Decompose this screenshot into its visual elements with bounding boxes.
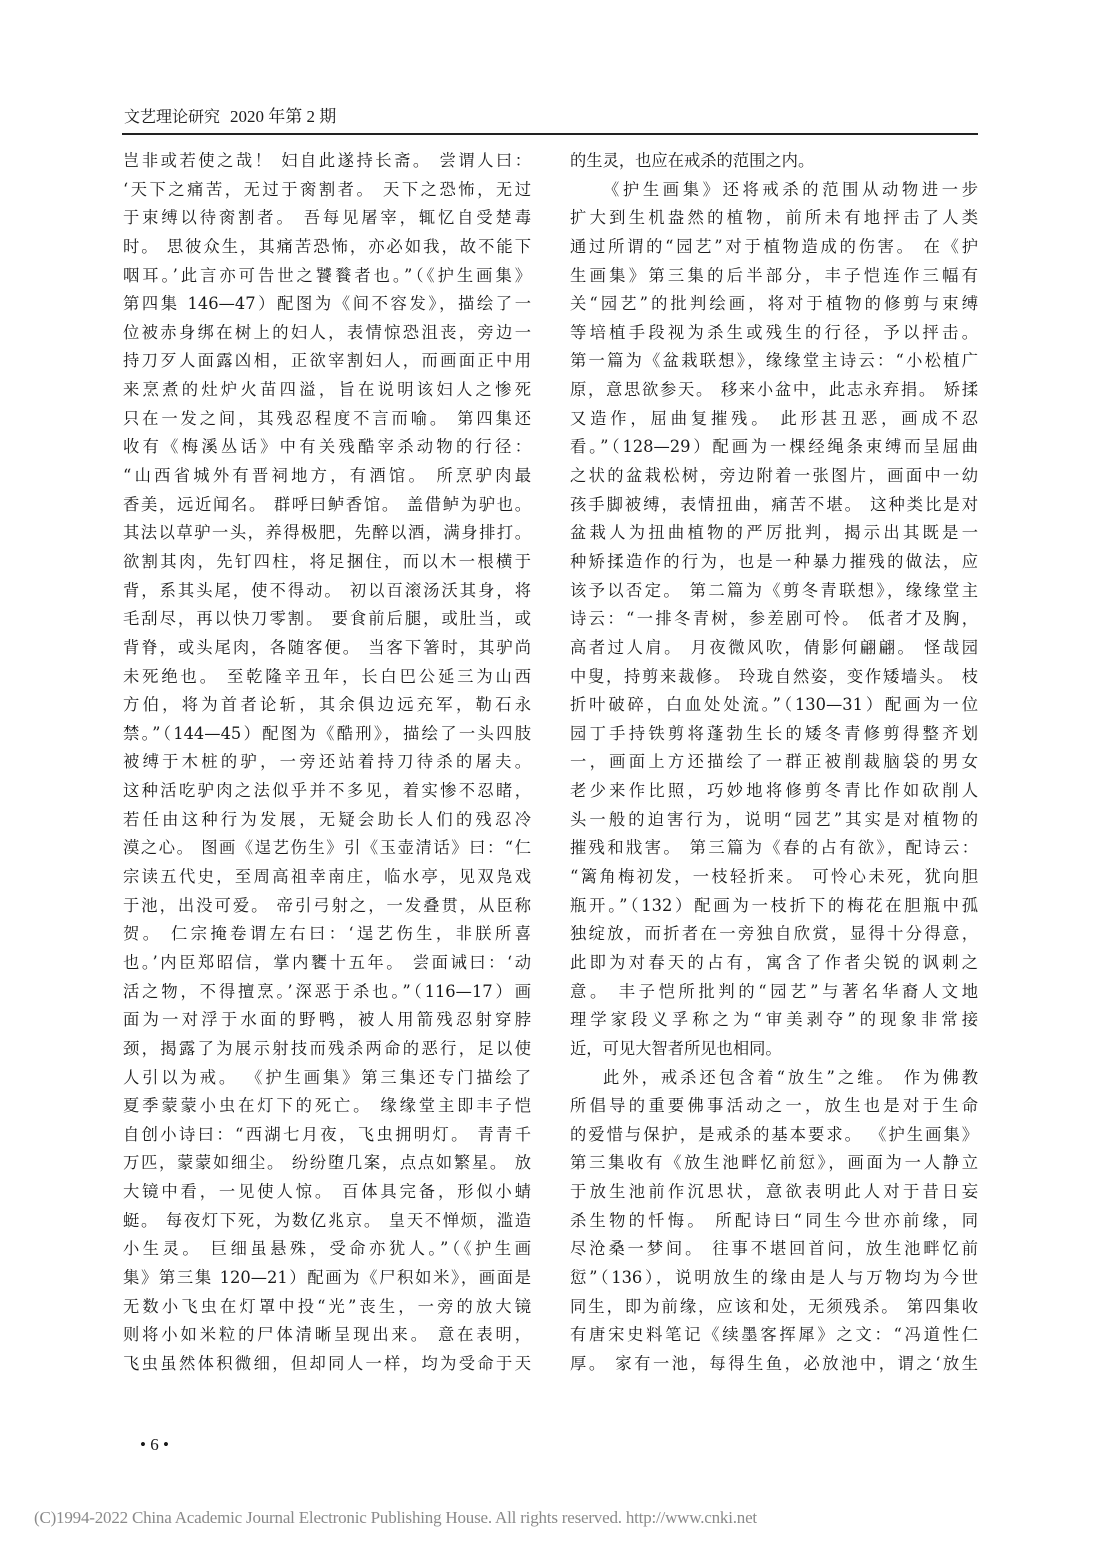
text-line: 香美，远近闻名。 群呼曰鲈香馆。 盖借鲈为驴也。 [123,494,531,514]
text-line: 集》第三集 120—21）配画为《尸积如米》，画面是 [123,1267,531,1287]
text-line: 位被赤身绑在树上的妇人，表情惊恐沮丧，旁边一 [123,322,531,342]
text-line: 于放生池前作沉思状，意欲表明此人对于昔日妄 [570,1182,978,1202]
text-line: 所倡导的重要佛事活动之一，放生也是对于生命 [570,1096,978,1116]
text-line: 方伯，将为首者论斩，其余俱边远充军，勒石永 [123,695,531,715]
text-line: 来烹煮的灶炉火苗四溢，旨在说明该妇人之惨死 [123,380,531,400]
text-line: 又造作，屈曲复摧残。 此形甚丑恶，画成不忍 [570,408,978,428]
text-line: 若任由这种行为发展，无疑会助长人们的残忍冷 [123,809,531,829]
text-line: 只在一发之间，其残忍程度不言而喻。 第四集还 [123,408,531,428]
text-line: 被缚于木桩的驴，一旁还站着持刀待杀的屠夫。 [123,752,531,772]
text-line: 这种活吃驴肉之法似乎并不多见，着实惨不忍睹， [123,781,531,801]
text-line: 园丁手持铁剪将蓬勃生长的矮冬青修剪得整齐划 [570,723,978,743]
text-line: 愆”（136），说明放生的缘由是人与万物均为今世 [570,1267,978,1287]
text-line: 自创小诗曰：“西湖七月夜，飞虫拥明灯。 青青千 [123,1124,531,1144]
text-line: 扩大到生机盎然的植物，前所未有地抨击了人类 [570,208,978,228]
text-line: 的生灵，也应在戒杀的范围之内。 [570,151,815,170]
text-line: 孩手脚被缚，表情扭曲，痛苦不堪。 这种类比是对 [570,494,978,514]
text-line: 颈，揭露了为展示射技而残杀两命的恶行，足以使 [123,1038,531,1058]
text-line: 小生灵。 巨细虽悬殊，受命亦犹人。”（《护生画 [123,1239,531,1259]
text-line: 宗读五代史，至周高祖幸南庄，临水亭，见双凫戏 [123,867,531,887]
text-line: 也。’内臣郑昭信，掌内饔十五年。 尝面诫曰：‘动 [123,952,531,972]
text-line: 老少来作比照，巧妙地将修剪冬青比作如砍削人 [570,781,978,801]
text-line: 收有《梅溪丛话》中有关残酷宰杀动物的行径： [123,437,531,457]
text-line: 一，画面上方还描绘了一群正被削裁脑袋的男女 [570,752,978,772]
text-line: 咽耳。’此言亦可告世之饕餮者也。”（《护生画集》 [123,265,531,285]
text-line: 头一般的迫害行为，说明“园艺”其实是对植物的 [570,809,978,829]
text-line: 摧残和戕害。 第三篇为《春的占有欲》，配诗云： [570,838,978,858]
text-line: 背，系其头尾，使不得动。 初以百滚汤沃其身，将 [123,580,531,600]
text-line: 则将小如米粒的尸体清晰呈现出来。 意在表明， [123,1325,531,1345]
text-line: 第四集 146—47）配图为《间不容发》，描绘了一 [123,294,531,314]
text-line: 盆栽人为扭曲植物的严厉批判，揭示出其既是一 [570,523,978,543]
text-line: 时。 思彼众生，其痛苦恐怖，亦必如我，故不能下 [123,236,531,256]
text-line: 原，意思欲参天。 移来小盆中，此志永弃捐。 矫揉 [570,380,978,400]
text-line: 于池，出没可爱。 帝引弓射之，一发叠贯，从臣称 [123,895,531,915]
text-line: 背脊，或头尾肉，各随客便。 当客下箸时，其驴尚 [123,637,531,657]
text-line: 尽沧桑一梦间。 往事不堪回首问，放生池畔忆前 [570,1239,978,1259]
text-line: 《护生画集》还将戒杀的范围从动物进一步 [603,179,978,199]
text-line: 之状的盆栽松树，旁边附着一张图片，画面中一幼 [570,466,978,486]
text-line: 该予以否定。 第二篇为《剪冬青联想》，缘缘堂主 [570,580,978,600]
text-line: 瓶开。”（132）配画为一枝折下的梅花在胆瓶中孤 [570,895,978,915]
text-line: 诗云：“一排冬青树，参差剧可怜。 低者才及胸， [570,609,978,629]
text-line: 面为一对浮于水面的野鸭，被人用箭残忍射穿脖 [123,1010,531,1030]
text-line: 于束缚以待脔割者。 吾每见屠宰，辄忆自受楚毒 [123,208,531,228]
text-line: 种矫揉造作的行为，也是一种暴力摧残的做法，应 [570,551,978,571]
text-line: 大镜中看，一见使人惊。 百体具完备，形似小蜻 [123,1182,531,1202]
page-number: • 6 • [140,1435,169,1454]
text-line: 关“园艺”的批判绘画，将对于植物的修剪与束缚 [570,294,978,314]
text-line: 此外，戒杀还包含着“放生”之维。 作为佛教 [603,1067,978,1087]
text-line: 厚。 家有一池，每得生鱼，必放池中，谓之‘放生 [570,1353,978,1373]
text-line: “山西省城外有晋祠地方，有酒馆。 所烹驴肉最 [123,466,531,486]
text-line: 岂非或若使之哉！ 妇自此遂持长斋。 尝谓人曰： [123,151,531,170]
text-line: 其法以草驴一头，养得极肥，先醉以酒，满身排打。 [123,523,531,543]
text-line: 有唐宋史料笔记《续墨客挥犀》之文：“冯道性仁 [570,1325,978,1345]
text-line: 高者过人肩。 月夜微风吹，倩影何翩翩。 怪哉园 [570,637,978,657]
text-line: 生画集》第三集的后半部分，丰子恺连作三幅有 [570,265,978,285]
text-line: 贺。 仁宗掩卷谓左右曰：‘逞艺伤生，非朕所喜 [123,924,531,944]
text-line: 毛刮尽，再以快刀零割。 要食前后腿，或肚当，或 [123,609,531,629]
text-line: ‘天下之痛苦，无过于脔割者。 天下之恐怖，无过 [123,179,531,199]
text-line: 欲割其肉，先钉四柱，将足捆住，而以木一根横于 [123,551,531,571]
copyright-footer: (C)1994-2022 China Academic Journal Electronic Publishing House. All rights reserved. http://www.cnki.net [34,1508,757,1527]
text-line: 杀生物的忏悔。 所配诗曰“同生今世亦前缘，同 [570,1210,978,1230]
text-line: 此即为对春天的占有，寓含了作者尖锐的讽刺之 [570,952,978,972]
right-column [570,147,978,1379]
text-line: “篱角梅初发，一枝轻折来。 可怜心未死，犹向胆 [570,867,978,887]
left-column [123,147,531,1379]
text-line: 第三集收有《放生池畔忆前愆》，画面为一人静立 [570,1153,978,1173]
text-line: 持刀歹人面露凶相，正欲宰割妇人，而画面正中用 [123,351,531,371]
running-header [122,104,978,135]
text-line: 同生，即为前缘，应该和处，无须残杀。 第四集收 [570,1296,978,1316]
text-line: 中叟，持剪来裁修。 玲珑自然姿，变作矮墙头。 枝 [570,666,978,686]
text-line: 禁。”（144—45）配图为《酷刑》，描绘了一头四肢 [123,723,531,743]
text-line: 近，可见大智者所见也相同。 [570,1038,782,1058]
text-line: 飞虫虽然体积微细，但却同人一样，均为受命于天 [123,1353,531,1373]
text-line: 人引以为戒。 《护生画集》第三集还专门描绘了 [123,1067,531,1087]
text-line: 通过所谓的“园艺”对于植物造成的伤害。 在《护 [570,236,978,256]
text-line: 看。”（128—29）配画为一棵经绳条束缚而呈屈曲 [570,437,978,457]
text-line: 意。 丰子恺所批判的“园艺”与著名华裔人文地 [570,981,978,1001]
text-line: 独绽放，而折者在一旁独自欣赏，显得十分得意， [570,924,978,944]
text-line: 夏季蒙蒙小虫在灯下的死亡。 缘缘堂主即丰子恺 [123,1096,531,1116]
journal-title: 文艺理论研究 [124,107,221,126]
text-line: 的爱惜与保护，是戒杀的基本要求。 《护生画集》 [570,1124,978,1144]
text-line: 折叶破碎，白血处处流。”（130—31）配画为一位 [570,695,978,715]
text-line: 第一篇为《盆栽联想》，缘缘堂主诗云：“小松植广 [570,351,978,371]
text-line: 万匹，蒙蒙如细尘。 纷纷堕几案，点点如繁星。 放 [123,1153,531,1173]
issue-label: 2020 年第 2 期 [230,107,337,126]
text-line: 理学家段义孚称之为“审美剥夺”的现象非常接 [570,1010,978,1030]
text-line: 活之物，不得擅烹。’深恶于杀也。”（116—17）画 [123,981,531,1001]
text-line: 未死绝也。 至乾隆辛丑年，长白巴公延三为山西 [123,666,531,686]
text-line: 蜓。 每夜灯下死，为数亿兆京。 皇天不惮烦，滥造 [123,1210,531,1230]
text-line: 无数小飞虫在灯罩中投“光”丧生，一旁的放大镜 [123,1296,531,1316]
text-line: 等培植手段视为杀生或残生的行径，予以抨击。 [570,322,978,342]
text-line: 漠之心。 图画《逞艺伤生》引《玉壶清话》曰：“仁 [123,838,531,858]
